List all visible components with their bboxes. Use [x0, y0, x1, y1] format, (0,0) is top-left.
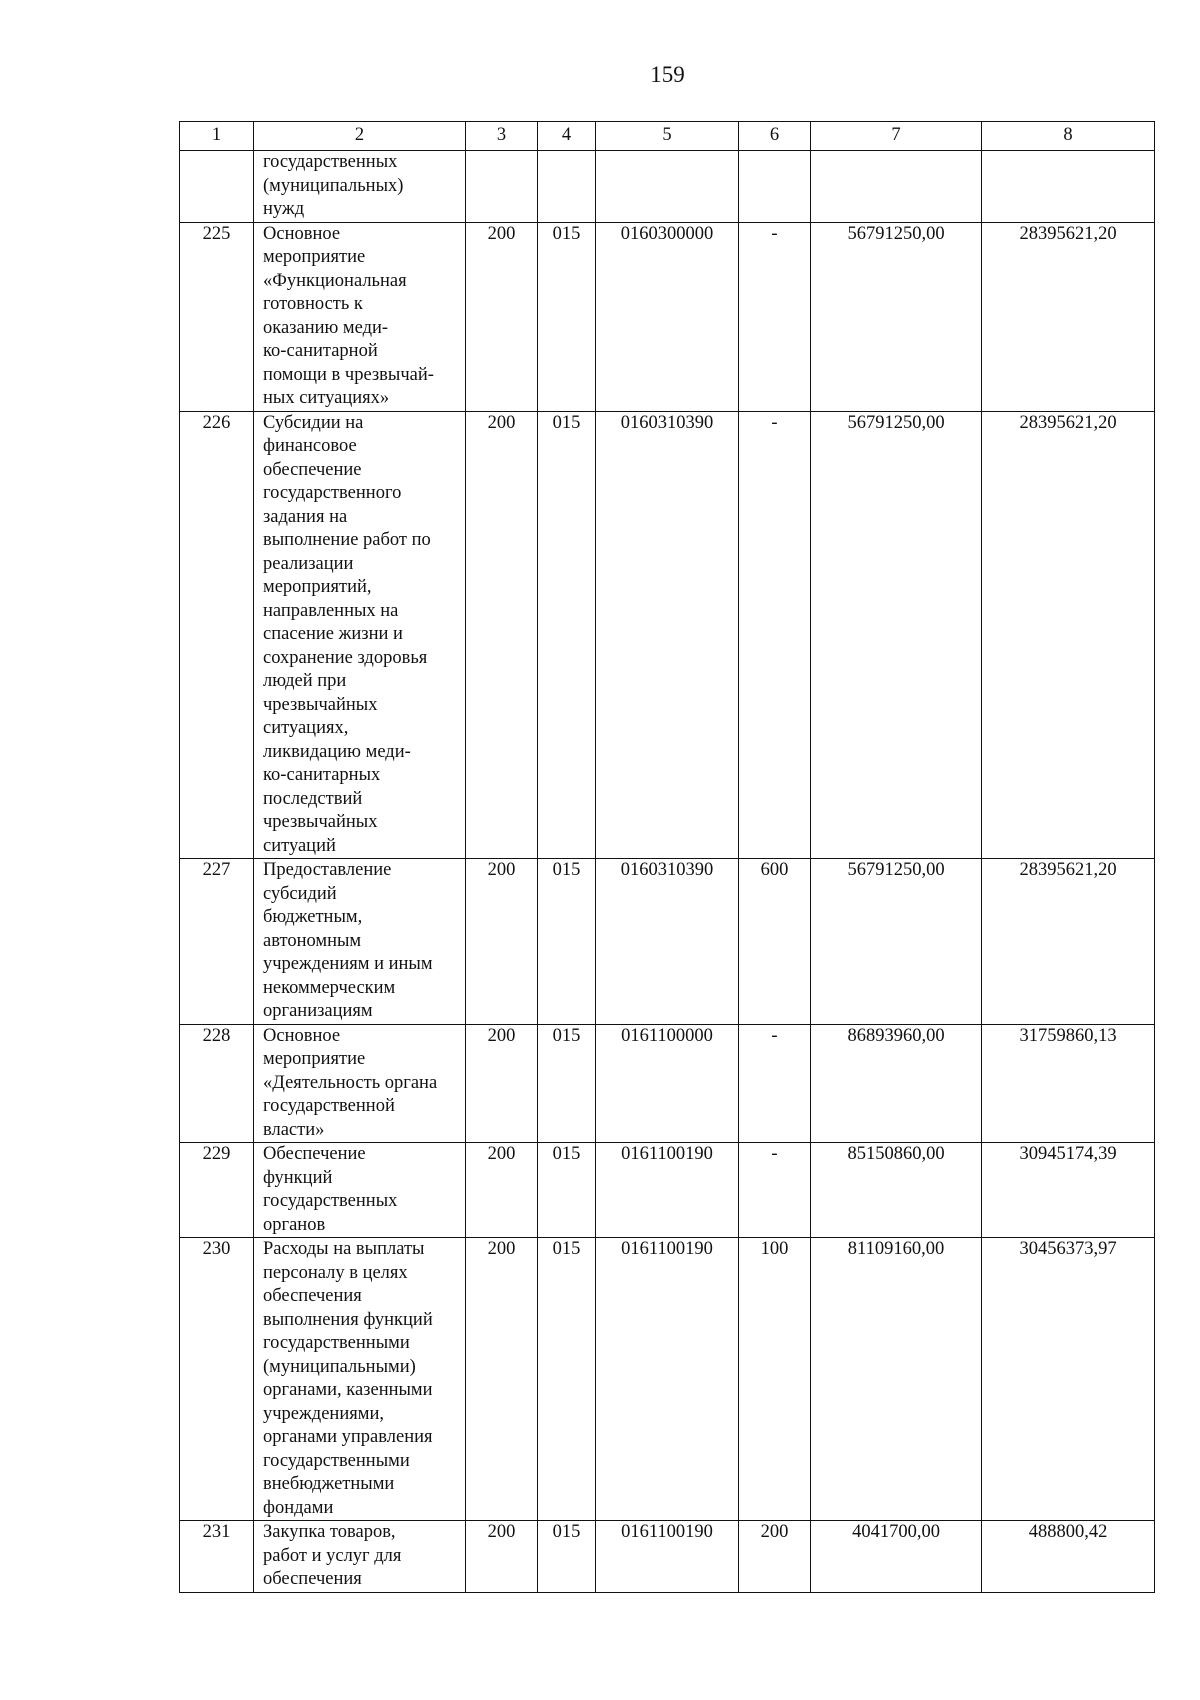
table-row [180, 151, 1155, 223]
row-sum-8: 488800,42 [982, 1521, 1155, 1593]
row-number: 229 [180, 1143, 254, 1238]
row-sum-8: 28395621,20 [982, 222, 1155, 411]
row-sum-7: 85150860,00 [811, 1143, 982, 1238]
row-type: - [739, 411, 811, 859]
row-col3: 200 [466, 1238, 538, 1521]
row-code: 0161100190 [596, 1238, 739, 1521]
table-header [180, 122, 1155, 151]
row-sum-8 [982, 151, 1155, 223]
table-row [180, 1521, 1155, 1593]
page-number: 159 [650, 62, 685, 87]
row-col4: 015 [538, 411, 596, 859]
row-sum-8: 28395621,20 [982, 859, 1155, 1025]
row-col3: 200 [466, 1521, 538, 1593]
row-type: - [739, 1143, 811, 1238]
table-row [180, 859, 1155, 1025]
row-sum-7 [811, 151, 982, 223]
row-name: Закупка товаров, работ и услуг для обеспечения [254, 1521, 466, 1593]
row-number: 230 [180, 1238, 254, 1521]
header-cell-7: 7 [811, 122, 982, 151]
table-row [180, 1143, 1155, 1238]
row-col4 [538, 151, 596, 223]
budget-table [179, 121, 1155, 1593]
row-sum-8: 31759860,13 [982, 1024, 1155, 1143]
table-row [180, 411, 1155, 859]
row-number: 226 [180, 411, 254, 859]
row-sum-7: 4041700,00 [811, 1521, 982, 1593]
row-code: 0160310390 [596, 411, 739, 859]
row-name: Предоставление субсидий бюджетным, автономным учреждениям и иным некоммерческим организациям [254, 859, 466, 1025]
row-col4: 015 [538, 859, 596, 1025]
row-name: Расходы на выплаты персоналу в целях обеспечения выполнения функций государственными (муниципальными) органами, казенными учреждениями, органами управления государственными внебюджетными фондами [254, 1238, 466, 1521]
row-col4: 015 [538, 1024, 596, 1143]
row-sum-7: 56791250,00 [811, 411, 982, 859]
row-sum-8: 30456373,97 [982, 1238, 1155, 1521]
row-name: Субсидии на финансовое обеспечение государственного задания на выполнение работ по реализации мероприятий, направленных на спасение жизни и сохранение здоровья людей при чрезвычайных ситуациях, ликвидацию меди- ко-санитарных последствий чрезвычайных ситуаций [254, 411, 466, 859]
row-col4: 015 [538, 222, 596, 411]
row-code [596, 151, 739, 223]
row-col3: 200 [466, 411, 538, 859]
header-cell-1: 1 [180, 122, 254, 151]
row-col3: 200 [466, 1143, 538, 1238]
row-sum-8: 30945174,39 [982, 1143, 1155, 1238]
row-number [180, 151, 254, 223]
header-cell-4: 4 [538, 122, 596, 151]
row-type [739, 151, 811, 223]
row-number: 231 [180, 1521, 254, 1593]
row-type: - [739, 1024, 811, 1143]
row-type: 100 [739, 1238, 811, 1521]
row-sum-7: 81109160,00 [811, 1238, 982, 1521]
row-code: 0160310390 [596, 859, 739, 1025]
row-name: Основное мероприятие «Деятельность органа государственной власти» [254, 1024, 466, 1143]
header-cell-3: 3 [466, 122, 538, 151]
table-row [180, 1024, 1155, 1143]
row-name: Основное мероприятие «Функциональная готовность к оказанию меди- ко-санитарной помощи в чрезвычай- ных ситуациях» [254, 222, 466, 411]
row-type: 200 [739, 1521, 811, 1593]
row-code: 0161100190 [596, 1521, 739, 1593]
row-number: 228 [180, 1024, 254, 1143]
row-sum-7: 56791250,00 [811, 222, 982, 411]
row-code: 0161100190 [596, 1143, 739, 1238]
row-col4: 015 [538, 1521, 596, 1593]
table-row [180, 1238, 1155, 1521]
row-col3: 200 [466, 222, 538, 411]
row-number: 225 [180, 222, 254, 411]
row-sum-7: 56791250,00 [811, 859, 982, 1025]
row-sum-8: 28395621,20 [982, 411, 1155, 859]
row-name: Обеспечение функций государственных органов [254, 1143, 466, 1238]
row-type: 600 [739, 859, 811, 1025]
row-code: 0161100000 [596, 1024, 739, 1143]
row-col3 [466, 151, 538, 223]
row-col3: 200 [466, 1024, 538, 1143]
row-sum-7: 86893960,00 [811, 1024, 982, 1143]
header-cell-6: 6 [739, 122, 811, 151]
row-col4: 015 [538, 1238, 596, 1521]
header-cell-8: 8 [982, 122, 1155, 151]
row-code: 0160300000 [596, 222, 739, 411]
header-row [180, 122, 1155, 151]
row-number: 227 [180, 859, 254, 1025]
row-col3: 200 [466, 859, 538, 1025]
row-type: - [739, 222, 811, 411]
row-col4: 015 [538, 1143, 596, 1238]
header-cell-5: 5 [596, 122, 739, 151]
table-body [180, 151, 1155, 1593]
header-cell-2: 2 [254, 122, 466, 151]
table-row [180, 222, 1155, 411]
row-name: государственных (муниципальных) нужд [254, 151, 466, 223]
